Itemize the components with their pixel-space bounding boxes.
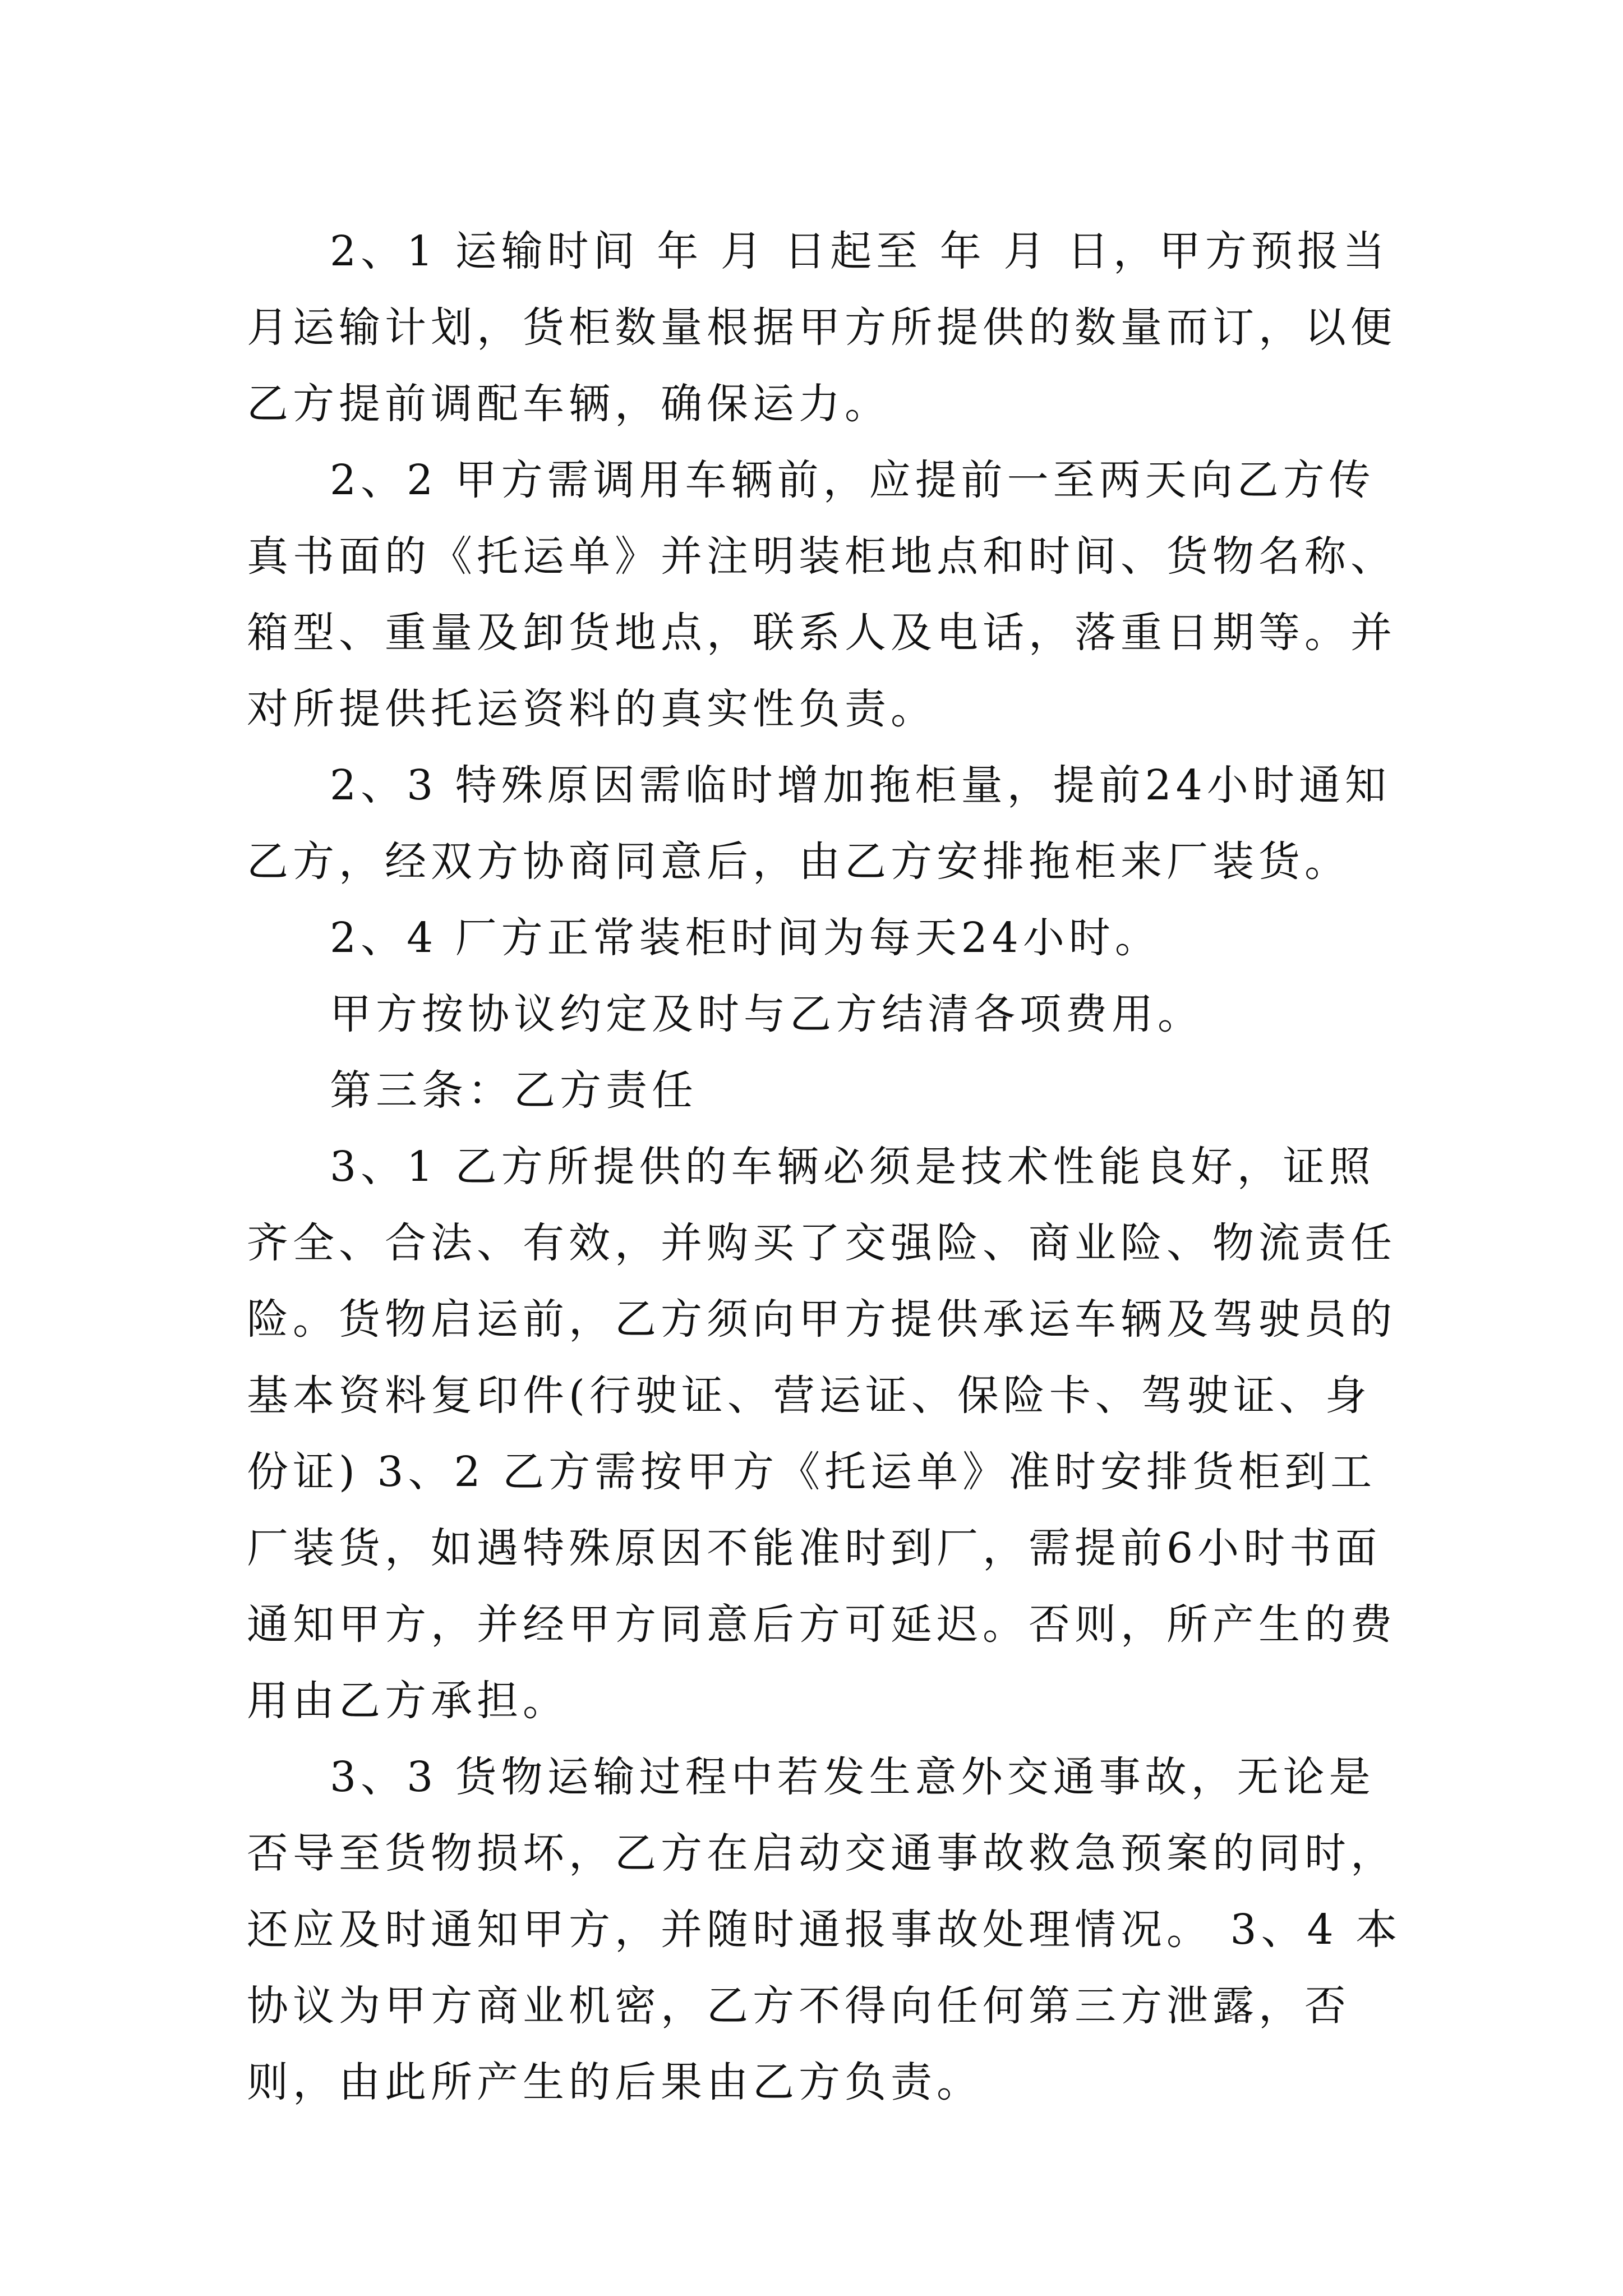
paragraph-3-3-3-4: 3、3 货物运输过程中若发生意外交通事故，无论是否导至货物损坏，乙方在启动交通事故救急预案的同时，还应及时通知甲方，并随时通报事故处理情况。 3、4 本协议为甲方商业机密，乙方不得向任何第三方泄露，否则，由此所产生的后果由乙方负责。 (247, 1753, 1402, 2106)
paragraph-3-1-3-2: 3、1 乙方所提供的车辆必须是技术性能良好，证照齐全、合法、有效，并购买了交强险、商业险、物流责任险。货物启运前，乙方须向甲方提供承运车辆及驾驶员的基本资料复印件(行驶证、营运证、保险卡、驾驶证、身份证) 3、2 乙方需按甲方《托运单》准时安排货柜到工厂装货，如遇特殊原因不能准时到厂，需提前6小时书面通知甲方，并经甲方同意后方可延迟。否则，所产生的费用由乙方承担。 (247, 1143, 1396, 1725)
document-body (247, 213, 1402, 2120)
paragraph-2-2: 2、2 甲方需调用车辆前，应提前一至两天向乙方传真书面的《托运单》并注明装柜地点和时间、货物名称、箱型、重量及卸货地点，联系人及电话，落重日期等。并对所提供托运资料的真实性负责。 (247, 456, 1396, 733)
paragraph-2-3: 2、3 特殊原因需临时增加拖柜量，提前24小时通知乙方，经双方协商同意后，由乙方安排拖柜来厂装货。 (247, 761, 1391, 886)
paragraph-2-4: 2、4 厂方正常装柜时间为每天24小时。 (330, 914, 1161, 962)
paragraph-2-1: 2、1 运输时间 年 月 日起至 年 月 日，甲方预报当月运输计划，货柜数量根据甲方所提供的数量而订，以便乙方提前调配车辆，确保运力。 (247, 227, 1396, 428)
paragraph-payment: 甲方按协议约定及时与乙方结清各项费用。 (330, 990, 1204, 1038)
section-heading-article-3: 第三条：乙方责任 (330, 1066, 698, 1115)
